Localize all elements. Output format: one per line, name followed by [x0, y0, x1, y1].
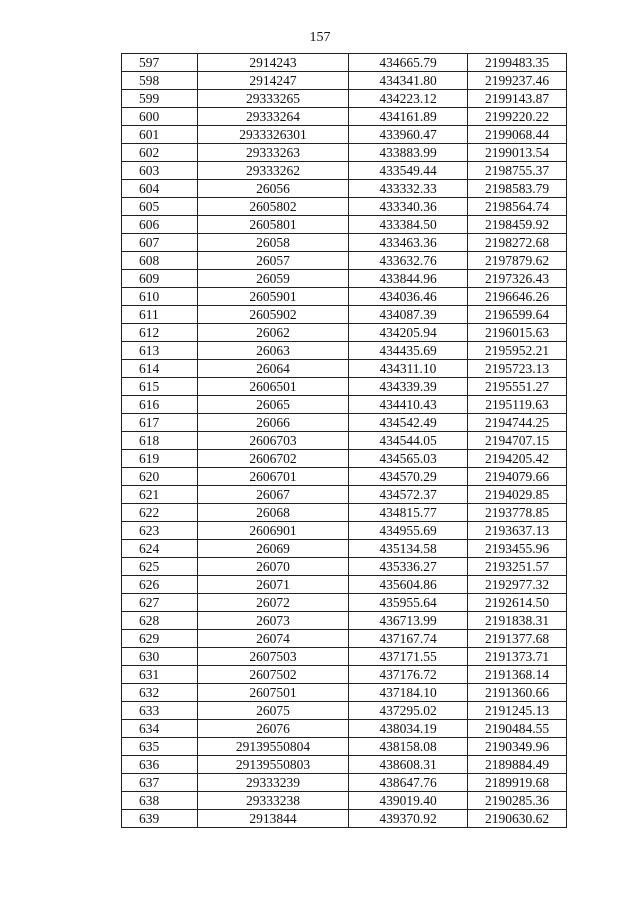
- y-coordinate-cell: 2198564.74: [468, 198, 567, 216]
- table-row: [122, 522, 567, 540]
- row-number-cell: 633: [122, 702, 198, 720]
- y-coordinate-cell: 2199237.46: [468, 72, 567, 90]
- row-number-cell: 620: [122, 468, 198, 486]
- table-row: [122, 252, 567, 270]
- table-row: [122, 144, 567, 162]
- row-number-cell: 625: [122, 558, 198, 576]
- point-id-cell: 26075: [198, 702, 349, 720]
- row-number-cell: 613: [122, 342, 198, 360]
- point-id-cell: 2607502: [198, 666, 349, 684]
- point-id-cell: 29139550804: [198, 738, 349, 756]
- table-row: [122, 324, 567, 342]
- y-coordinate-cell: 2193778.85: [468, 504, 567, 522]
- row-number-cell: 635: [122, 738, 198, 756]
- y-coordinate-cell: 2192614.50: [468, 594, 567, 612]
- y-coordinate-cell: 2193637.13: [468, 522, 567, 540]
- x-coordinate-cell: 433632.76: [349, 252, 468, 270]
- table-row: [122, 396, 567, 414]
- row-number-cell: 600: [122, 108, 198, 126]
- row-number-cell: 631: [122, 666, 198, 684]
- y-coordinate-cell: 2196646.26: [468, 288, 567, 306]
- row-number-cell: 638: [122, 792, 198, 810]
- row-number-cell: 632: [122, 684, 198, 702]
- point-id-cell: 29333264: [198, 108, 349, 126]
- y-coordinate-cell: 2195551.27: [468, 378, 567, 396]
- point-id-cell: 2607503: [198, 648, 349, 666]
- point-id-cell: 2914247: [198, 72, 349, 90]
- point-id-cell: 2605802: [198, 198, 349, 216]
- x-coordinate-cell: 434205.94: [349, 324, 468, 342]
- table-row: [122, 810, 567, 828]
- y-coordinate-cell: 2191838.31: [468, 612, 567, 630]
- y-coordinate-cell: 2197326.43: [468, 270, 567, 288]
- point-id-cell: 2606703: [198, 432, 349, 450]
- y-coordinate-cell: 2194029.85: [468, 486, 567, 504]
- x-coordinate-cell: 437184.10: [349, 684, 468, 702]
- x-coordinate-cell: 438158.08: [349, 738, 468, 756]
- row-number-cell: 634: [122, 720, 198, 738]
- point-id-cell: 26067: [198, 486, 349, 504]
- y-coordinate-cell: 2191373.71: [468, 648, 567, 666]
- row-number-cell: 609: [122, 270, 198, 288]
- point-id-cell: 2605902: [198, 306, 349, 324]
- table-row: [122, 612, 567, 630]
- row-number-cell: 606: [122, 216, 198, 234]
- point-id-cell: 2605901: [198, 288, 349, 306]
- x-coordinate-cell: 434665.79: [349, 54, 468, 72]
- table-row: [122, 54, 567, 72]
- point-id-cell: 29139550803: [198, 756, 349, 774]
- x-coordinate-cell: 434565.03: [349, 450, 468, 468]
- x-coordinate-cell: 434544.05: [349, 432, 468, 450]
- table-row: [122, 630, 567, 648]
- x-coordinate-cell: 434161.89: [349, 108, 468, 126]
- x-coordinate-cell: 435134.58: [349, 540, 468, 558]
- table-row: [122, 774, 567, 792]
- point-id-cell: 29333262: [198, 162, 349, 180]
- row-number-cell: 614: [122, 360, 198, 378]
- point-id-cell: 2606701: [198, 468, 349, 486]
- row-number-cell: 597: [122, 54, 198, 72]
- table-row: [122, 432, 567, 450]
- table-row: [122, 162, 567, 180]
- point-id-cell: 2606702: [198, 450, 349, 468]
- table-row: [122, 756, 567, 774]
- y-coordinate-cell: 2198583.79: [468, 180, 567, 198]
- table-row: [122, 90, 567, 108]
- x-coordinate-cell: 434036.46: [349, 288, 468, 306]
- y-coordinate-cell: 2196015.63: [468, 324, 567, 342]
- point-id-cell: 26073: [198, 612, 349, 630]
- x-coordinate-cell: 434955.69: [349, 522, 468, 540]
- y-coordinate-cell: 2193251.57: [468, 558, 567, 576]
- row-number-cell: 618: [122, 432, 198, 450]
- x-coordinate-cell: 437171.55: [349, 648, 468, 666]
- row-number-cell: 639: [122, 810, 198, 828]
- table-row: [122, 180, 567, 198]
- table-row: [122, 414, 567, 432]
- y-coordinate-cell: 2190484.55: [468, 720, 567, 738]
- x-coordinate-cell: 434341.80: [349, 72, 468, 90]
- y-coordinate-cell: 2199013.54: [468, 144, 567, 162]
- x-coordinate-cell: 438608.31: [349, 756, 468, 774]
- y-coordinate-cell: 2191245.13: [468, 702, 567, 720]
- x-coordinate-cell: 434410.43: [349, 396, 468, 414]
- table-row: [122, 360, 567, 378]
- point-id-cell: 26068: [198, 504, 349, 522]
- point-id-cell: 26072: [198, 594, 349, 612]
- row-number-cell: 599: [122, 90, 198, 108]
- y-coordinate-cell: 2191368.14: [468, 666, 567, 684]
- point-id-cell: 26069: [198, 540, 349, 558]
- point-id-cell: 26063: [198, 342, 349, 360]
- x-coordinate-cell: 433332.33: [349, 180, 468, 198]
- point-id-cell: 26056: [198, 180, 349, 198]
- y-coordinate-cell: 2190349.96: [468, 738, 567, 756]
- table-row: [122, 288, 567, 306]
- y-coordinate-cell: 2190630.62: [468, 810, 567, 828]
- row-number-cell: 611: [122, 306, 198, 324]
- y-coordinate-cell: 2194707.15: [468, 432, 567, 450]
- point-id-cell: 29333263: [198, 144, 349, 162]
- y-coordinate-cell: 2196599.64: [468, 306, 567, 324]
- x-coordinate-cell: 433384.50: [349, 216, 468, 234]
- point-id-cell: 26071: [198, 576, 349, 594]
- table-row: [122, 486, 567, 504]
- x-coordinate-cell: 437176.72: [349, 666, 468, 684]
- row-number-cell: 598: [122, 72, 198, 90]
- y-coordinate-cell: 2195723.13: [468, 360, 567, 378]
- table-row: [122, 504, 567, 522]
- x-coordinate-cell: 437167.74: [349, 630, 468, 648]
- y-coordinate-cell: 2189919.68: [468, 774, 567, 792]
- point-id-cell: 29333238: [198, 792, 349, 810]
- x-coordinate-cell: 434570.29: [349, 468, 468, 486]
- point-id-cell: 29333265: [198, 90, 349, 108]
- y-coordinate-cell: 2197879.62: [468, 252, 567, 270]
- point-id-cell: 2933326301: [198, 126, 349, 144]
- table-row: [122, 108, 567, 126]
- table-row: [122, 720, 567, 738]
- row-number-cell: 637: [122, 774, 198, 792]
- table-row: [122, 540, 567, 558]
- y-coordinate-cell: 2198755.37: [468, 162, 567, 180]
- point-id-cell: 26064: [198, 360, 349, 378]
- x-coordinate-cell: 433960.47: [349, 126, 468, 144]
- x-coordinate-cell: 433340.36: [349, 198, 468, 216]
- y-coordinate-cell: 2193455.96: [468, 540, 567, 558]
- table-row: [122, 648, 567, 666]
- row-number-cell: 619: [122, 450, 198, 468]
- table-row: [122, 216, 567, 234]
- x-coordinate-cell: 435336.27: [349, 558, 468, 576]
- row-number-cell: 605: [122, 198, 198, 216]
- x-coordinate-cell: 433463.36: [349, 234, 468, 252]
- table-row: [122, 684, 567, 702]
- y-coordinate-cell: 2191377.68: [468, 630, 567, 648]
- y-coordinate-cell: 2190285.36: [468, 792, 567, 810]
- table-row: [122, 342, 567, 360]
- table-row: [122, 558, 567, 576]
- point-id-cell: 26076: [198, 720, 349, 738]
- x-coordinate-cell: 434339.39: [349, 378, 468, 396]
- point-id-cell: 2913844: [198, 810, 349, 828]
- x-coordinate-cell: 436713.99: [349, 612, 468, 630]
- table-row: [122, 792, 567, 810]
- point-id-cell: 26058: [198, 234, 349, 252]
- row-number-cell: 603: [122, 162, 198, 180]
- x-coordinate-cell: 434572.37: [349, 486, 468, 504]
- row-number-cell: 624: [122, 540, 198, 558]
- x-coordinate-cell: 435955.64: [349, 594, 468, 612]
- y-coordinate-cell: 2191360.66: [468, 684, 567, 702]
- table-row: [122, 198, 567, 216]
- x-coordinate-cell: 437295.02: [349, 702, 468, 720]
- row-number-cell: 604: [122, 180, 198, 198]
- x-coordinate-cell: 439019.40: [349, 792, 468, 810]
- row-number-cell: 628: [122, 612, 198, 630]
- y-coordinate-cell: 2199143.87: [468, 90, 567, 108]
- point-id-cell: 26065: [198, 396, 349, 414]
- y-coordinate-cell: 2189884.49: [468, 756, 567, 774]
- x-coordinate-cell: 435604.86: [349, 576, 468, 594]
- y-coordinate-cell: 2199220.22: [468, 108, 567, 126]
- y-coordinate-cell: 2194744.25: [468, 414, 567, 432]
- row-number-cell: 617: [122, 414, 198, 432]
- row-number-cell: 626: [122, 576, 198, 594]
- point-id-cell: 26059: [198, 270, 349, 288]
- row-number-cell: 623: [122, 522, 198, 540]
- row-number-cell: 615: [122, 378, 198, 396]
- x-coordinate-cell: 434542.49: [349, 414, 468, 432]
- y-coordinate-cell: 2195119.63: [468, 396, 567, 414]
- x-coordinate-cell: 434223.12: [349, 90, 468, 108]
- table-row: [122, 270, 567, 288]
- point-id-cell: 26074: [198, 630, 349, 648]
- point-id-cell: 2605801: [198, 216, 349, 234]
- point-id-cell: 2607501: [198, 684, 349, 702]
- table-row: [122, 576, 567, 594]
- row-number-cell: 612: [122, 324, 198, 342]
- point-id-cell: 26062: [198, 324, 349, 342]
- y-coordinate-cell: 2199483.35: [468, 54, 567, 72]
- x-coordinate-cell: 433844.96: [349, 270, 468, 288]
- point-id-cell: 29333239: [198, 774, 349, 792]
- table-row: [122, 306, 567, 324]
- table-row: [122, 594, 567, 612]
- row-number-cell: 607: [122, 234, 198, 252]
- row-number-cell: 622: [122, 504, 198, 522]
- row-number-cell: 616: [122, 396, 198, 414]
- x-coordinate-cell: 438034.19: [349, 720, 468, 738]
- point-id-cell: 26066: [198, 414, 349, 432]
- y-coordinate-cell: 2192977.32: [468, 576, 567, 594]
- row-number-cell: 627: [122, 594, 198, 612]
- table-row: [122, 378, 567, 396]
- y-coordinate-cell: 2198459.92: [468, 216, 567, 234]
- x-coordinate-cell: 438647.76: [349, 774, 468, 792]
- y-coordinate-cell: 2198272.68: [468, 234, 567, 252]
- coordinates-table: [121, 53, 567, 828]
- row-number-cell: 602: [122, 144, 198, 162]
- table-row: [122, 666, 567, 684]
- x-coordinate-cell: 434815.77: [349, 504, 468, 522]
- point-id-cell: 26057: [198, 252, 349, 270]
- row-number-cell: 636: [122, 756, 198, 774]
- point-id-cell: 2914243: [198, 54, 349, 72]
- table-row: [122, 468, 567, 486]
- row-number-cell: 608: [122, 252, 198, 270]
- y-coordinate-cell: 2199068.44: [468, 126, 567, 144]
- y-coordinate-cell: 2194205.42: [468, 450, 567, 468]
- y-coordinate-cell: 2194079.66: [468, 468, 567, 486]
- point-id-cell: 2606901: [198, 522, 349, 540]
- table-row: [122, 702, 567, 720]
- table-row: [122, 738, 567, 756]
- point-id-cell: 26070: [198, 558, 349, 576]
- y-coordinate-cell: 2195952.21: [468, 342, 567, 360]
- table-row: [122, 126, 567, 144]
- row-number-cell: 601: [122, 126, 198, 144]
- row-number-cell: 610: [122, 288, 198, 306]
- row-number-cell: 630: [122, 648, 198, 666]
- x-coordinate-cell: 433549.44: [349, 162, 468, 180]
- row-number-cell: 621: [122, 486, 198, 504]
- table-row: [122, 72, 567, 90]
- table-row: [122, 450, 567, 468]
- x-coordinate-cell: 434435.69: [349, 342, 468, 360]
- table-body: [122, 54, 567, 828]
- x-coordinate-cell: 433883.99: [349, 144, 468, 162]
- page-number: 157: [309, 30, 331, 45]
- table-row: [122, 234, 567, 252]
- x-coordinate-cell: 434087.39: [349, 306, 468, 324]
- row-number-cell: 629: [122, 630, 198, 648]
- x-coordinate-cell: 434311.10: [349, 360, 468, 378]
- point-id-cell: 2606501: [198, 378, 349, 396]
- x-coordinate-cell: 439370.92: [349, 810, 468, 828]
